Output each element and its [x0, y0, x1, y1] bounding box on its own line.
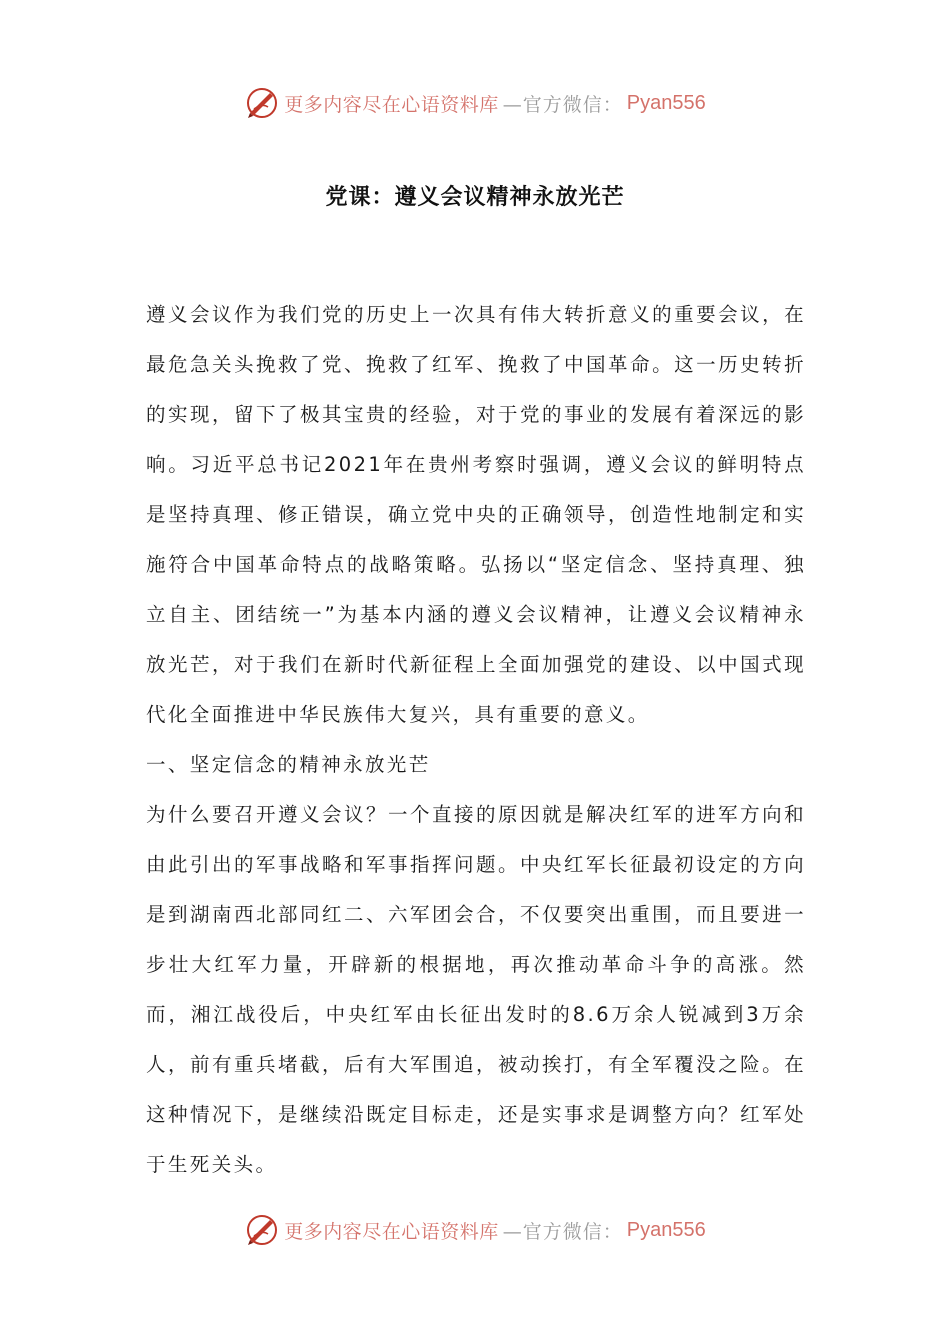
watermark-wechat-id: Pyan556 — [626, 91, 706, 114]
section-paragraph: 为什么要召开遵义会议？一个直接的原因就是解决红军的进军方向和由此引出的军事战略和军事指挥问题。中央红军长征最初设定的方向是到湖南西北部同红二、六军团会合，不仅要突出重围，而且要进一步壮大红军力量，开辟新的根据地，再次推动革命斗争的高涨。然而，湘江战役后，中央红军由长征出发时的8.6万余人锐减到3万余人，前有重兵堵截，后有大军围追，被动挨打，有全军覆没之险。在这种情况下，是继续沿既定目标走，还是实事求是调整方向？红军处于生死关头。 — [146, 803, 806, 1176]
document-body — [146, 290, 806, 1190]
pen-circle-icon — [244, 1212, 280, 1248]
pen-circle-icon — [244, 85, 280, 121]
watermark-main-text: 更多内容尽在心语资料库 — [284, 1220, 499, 1243]
watermark-wechat-label: —官方微信： — [502, 93, 623, 116]
watermark-wechat-id: Pyan556 — [626, 1218, 706, 1241]
header-watermark-banner — [0, 85, 950, 121]
page-title: 党课：遵义会议精神永放光芒 — [325, 184, 625, 210]
watermark-main-text: 更多内容尽在心语资料库 — [284, 93, 499, 116]
intro-paragraph: 遵义会议作为我们党的历史上一次具有伟大转折意义的重要会议，在最危急关头挽救了党、挽救了红军、挽救了中国革命。这一历史转折的实现，留下了极其宝贵的经验，对于党的事业的发展有着深远的影响。习近平总书记2021年在贵州考察时强调，遵义会议的鲜明特点是坚持真理、修正错误，确立党中央的正确领导，创造性地制定和实施符合中国革命特点的战略策略。弘扬以“坚定信念、坚持真理、独立自主、团结统一”为基本内涵的遵义会议精神，让遵义会议精神永放光芒，对于我们在新时代新征程上全面加强党的建设、以中国式现代化全面推进中华民族伟大复兴，具有重要的意义。 — [146, 303, 806, 726]
footer-watermark-banner — [0, 1212, 950, 1248]
section-heading: 一、坚定信念的精神永放光芒 — [146, 753, 431, 776]
watermark-wechat-label: —官方微信： — [502, 1220, 623, 1243]
